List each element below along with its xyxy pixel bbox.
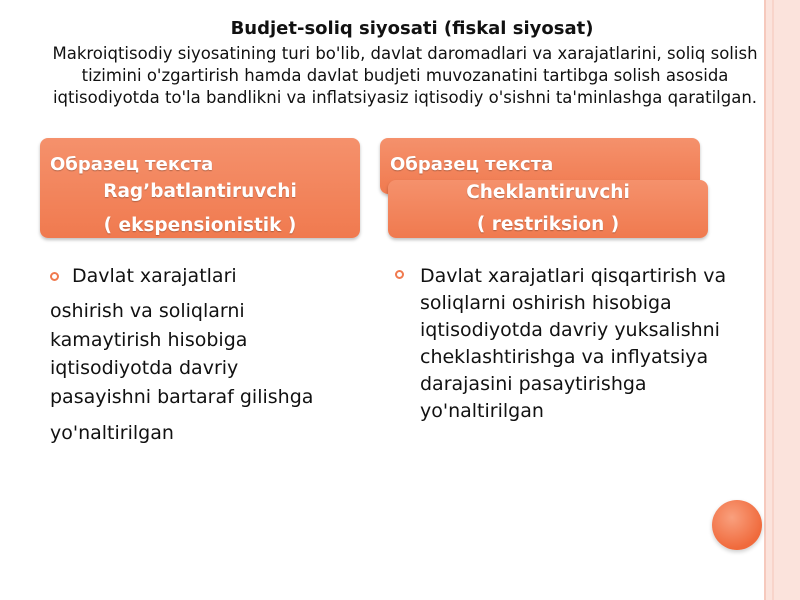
- restrictive-box: [388, 180, 708, 238]
- right-line: yo'naltirilgan: [420, 400, 544, 422]
- left-line: kamaytirish hisobiga: [50, 328, 248, 351]
- restrictive-title: Cheklantiruvchi: [466, 182, 630, 203]
- expansionary-box: [40, 138, 360, 238]
- right-line: darajasini pasaytirishga: [420, 373, 647, 395]
- bullet-icon: [395, 270, 404, 279]
- left-line: oshirish va soliqlarni: [50, 300, 245, 322]
- intro-paragraph: Makroiqtisodiy siyosatining turi bo'lib, davlat daromadlari va xarajatlarini, soliq solish tizimini o'zgartirish hamda davlat budjeti muvozanatini tartibga solish asosida iqtisodiyotda to'la bandlikni va inflatsiyasiz iqtisodiy o'sishni ta'minlashga qaratilgan.: [52, 44, 758, 107]
- right-line: soliqlarni oshirish hisobiga: [420, 292, 672, 314]
- left-paragraph: [50, 297, 313, 448]
- right-line: cheklashtirishga va inflyatsiya: [420, 346, 709, 368]
- expansionary-title: Rag’batlantiruvchi: [103, 181, 297, 202]
- left-bullet-text: Davlat xarajatlari: [72, 265, 237, 287]
- restrictive-subtitle: ( restriksion ): [476, 214, 620, 235]
- placeholder-text: Образец текста: [390, 154, 554, 175]
- right-line: Davlat xarajatlari qisqartirish va: [420, 265, 727, 287]
- left-bullet-line: [72, 263, 237, 290]
- decorative-circle: [712, 500, 762, 550]
- bullet-icon: [50, 272, 59, 281]
- left-line: yo'naltirilgan: [50, 422, 174, 444]
- slide-title: Budjet-soliq siyosati (fiskal siyosat): [230, 18, 594, 39]
- expansionary-subtitle: ( ekspensionistik ): [103, 215, 297, 236]
- left-line: iqtisodiyotda davriy: [50, 357, 239, 379]
- right-line: iqtisodiyotda davriy yuksalishni: [420, 319, 720, 341]
- placeholder-text: Образец текста: [50, 154, 214, 175]
- left-line: pasayishni bartaraf gilishga: [50, 385, 314, 408]
- right-paragraph: [420, 263, 726, 425]
